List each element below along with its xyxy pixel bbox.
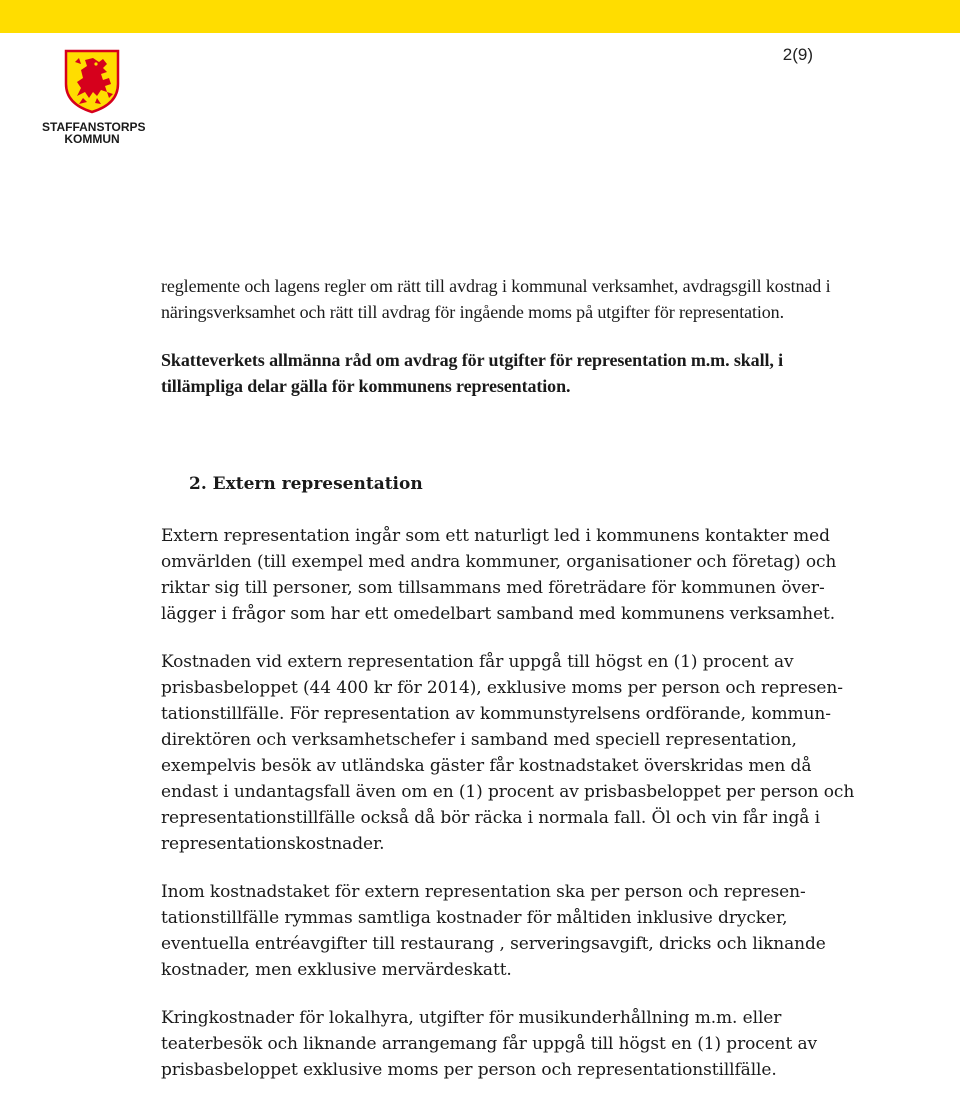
bold-statement: Skatteverkets allmänna råd om avdrag för utgifter för representation m.m. skall, i tillämpliga delar gälla för kommunens representation. — [161, 350, 784, 396]
section-heading: 2. Extern representation — [189, 474, 423, 494]
page-number: 2(9) — [782, 45, 813, 64]
paragraph-4: Kringkostnader för lokalhyra, utgifter för musikunderhållning m.m. eller teaterbesök och liknande arrangemang får uppgå till högst en (1) procent av prisbasbeloppet exklusive moms per person och representationstillfälle. — [161, 1008, 818, 1080]
paragraph-2: Kostnaden vid extern representation får uppgå till högst en (1) procent av prisbasbeloppet (44 400 kr för 2014), exklusive moms per person och represen-tationstillfälle. För representation av kommunstyrelsens ordförande, kommun-direktören och verksamhetschefer i samband med speciell representation, exempelvis besök av utländska gäster får kostnadstaket överskridas men då endast i undantagsfall även om en (1) procent av prisbasbeloppet per person och representationstillfälle också då bör räcka i normala fall. Öl och vin får ingå i representationskostnader. — [161, 652, 855, 854]
paragraph-1: Extern representation ingår som ett naturligt led i kommunens kontakter med omvärlden (till exempel med andra kommuner, organisationer och företag) och riktar sig till personer, som tillsammans med företrädare för kommunen över-lägger i frågor som har ett omedelbart samband med kommunens verksamhet. — [161, 526, 837, 624]
lion-shield-icon — [63, 48, 121, 114]
intro-paragraph: reglemente och lagens regler om rätt till avdrag i kommunal verksamhet, avdragsgill kostnad i näringsverksamhet och rätt till avdrag för ingående moms på utgifter för representation. — [161, 276, 831, 322]
logo-text-line1: STAFFANSTORPS — [42, 120, 146, 134]
header-bar — [0, 0, 960, 33]
municipality-logo — [42, 48, 146, 146]
paragraph-3: Inom kostnadstaket för extern representation ska per person och represen-tationstillfälle rymmas samtliga kostnader för måltiden inklusive drycker, eventuella entréavgifter till restaurang , serveringsavgift, dricks och liknande kostnader, men exklusive mervärdeskatt. — [161, 882, 826, 980]
document-body — [161, 273, 861, 1083]
logo-text-line2: KOMMUN — [64, 132, 120, 146]
